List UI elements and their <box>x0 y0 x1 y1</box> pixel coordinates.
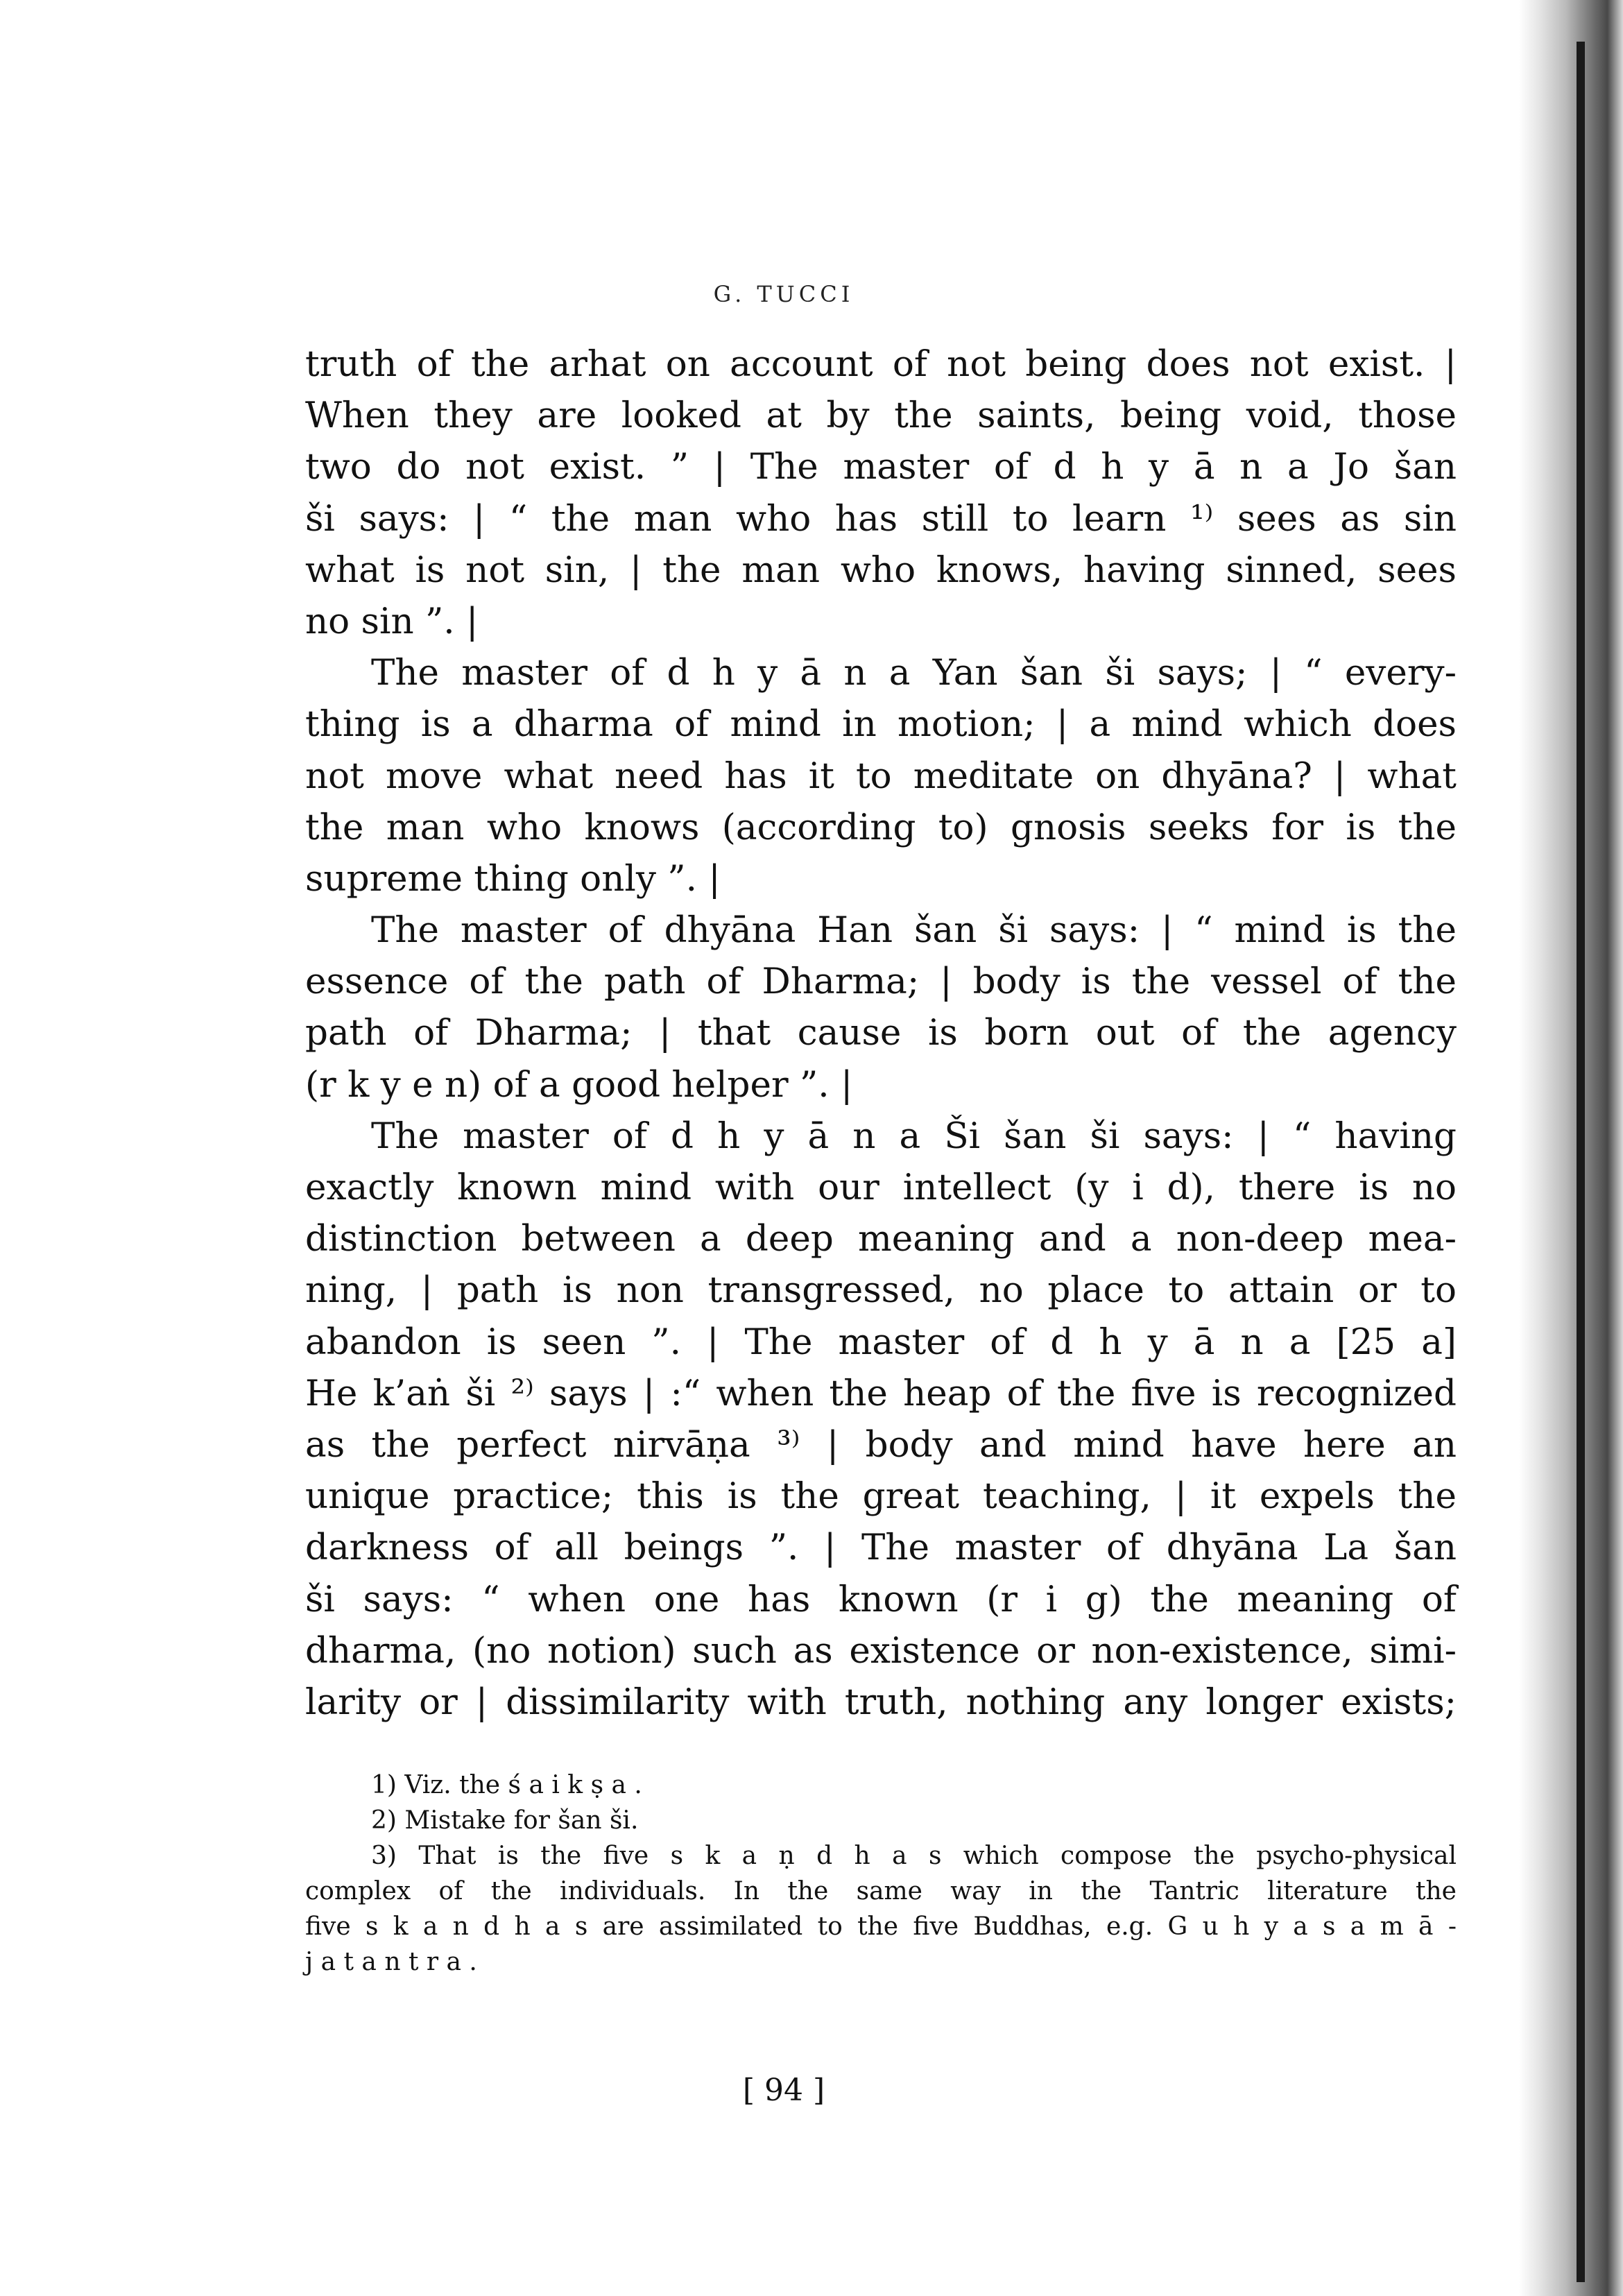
text-line: The master of d h y ā n a Yan šan ši says; | “ every- <box>371 652 1457 694</box>
binding-gutter-line <box>1577 42 1585 2282</box>
text-line: When they are looked at by the saints, being void, those <box>305 395 1457 437</box>
text-line: The master of d h y ā n a Ši šan ši says: | “ having <box>371 1115 1457 1157</box>
footnote-line: complex of the individuals. In the same way in the Tantric literature the <box>305 1877 1457 1905</box>
text-line: supreme thing only ”. | <box>305 857 721 900</box>
binding-gutter-shadow <box>1519 0 1623 2296</box>
text-line: as the perfect nirvāṇa ³⁾ | body and mind have here an <box>305 1423 1457 1466</box>
text-line: distinction between a deep meaning and a non-deep mea- <box>305 1218 1457 1260</box>
text-line: dharma, (no notion) such as existence or non-existence, simi- <box>305 1629 1457 1672</box>
footnotes <box>305 1767 1457 1980</box>
text-line: two do not exist. ” | The master of d h y ā n a Jo šan <box>305 446 1457 488</box>
footnote-line: j a t a n t r a . <box>305 1948 477 1976</box>
text-line: (r k y e n) of a good helper ”. | <box>305 1063 853 1106</box>
page-number: [ 94 ] <box>742 2073 825 2108</box>
text-line: The master of dhyāna Han šan ši says: | “ mind is the <box>371 909 1457 952</box>
text-line: ning, | path is non transgressed, no place to attain or to <box>305 1269 1457 1312</box>
running-head: G. TUCCI <box>713 281 855 307</box>
text-line: He k’aṅ ši ²⁾ says | :“ when the heap of the five is recognized <box>305 1372 1457 1414</box>
footnote-line: 2) Mistake for šan ši. <box>371 1806 639 1835</box>
text-line: abandon is seen ”. | The master of d h y ā n a [25 a] <box>305 1321 1457 1363</box>
text-line: path of Dharma; | that cause is born out of the agency <box>305 1012 1457 1054</box>
text-line: no sin ”. | <box>305 600 479 642</box>
text-line: darkness of all beings ”. | The master of dhyāna La šan <box>305 1527 1457 1569</box>
footnote-line: 1) Viz. the ś a i k ṣ a . <box>371 1771 642 1799</box>
text-line: what is not sin, | the man who knows, having sinned, sees <box>305 549 1457 591</box>
text-line: exactly known mind with our intellect (y i d), there is no <box>305 1167 1457 1208</box>
main-text <box>305 339 1457 1728</box>
text-line: unique practice; this is the great teaching, | it expels the <box>305 1475 1457 1518</box>
text-line: larity or | dissimilarity with truth, nothing any longer exists; <box>305 1681 1457 1723</box>
text-line: truth of the arhat on account of not being does not exist. | <box>305 343 1457 385</box>
text-line: the man who knows (according to) gnosis seeks for is the <box>305 806 1457 848</box>
footnote-line: 3) That is the five s k a ṇ d h a s which compose the psycho-physical <box>371 1842 1457 1870</box>
footnote-line: five s k a n d h a s are assimilated to the five Buddhas, e.g. G u h y a s a m ā - <box>305 1912 1457 1941</box>
text-line: essence of the path of Dharma; | body is the vessel of the <box>305 961 1457 1003</box>
text-line: ši says: “ when one has known (r i g) the meaning of <box>305 1578 1457 1620</box>
text-line: not move what need has it to meditate on dhyāna? | what <box>305 755 1457 797</box>
text-line: thing is a dharma of mind in motion; | a mind which does <box>305 703 1457 746</box>
text-line: ši says: | “ the man who has still to learn ¹⁾ sees as sin <box>305 497 1457 540</box>
